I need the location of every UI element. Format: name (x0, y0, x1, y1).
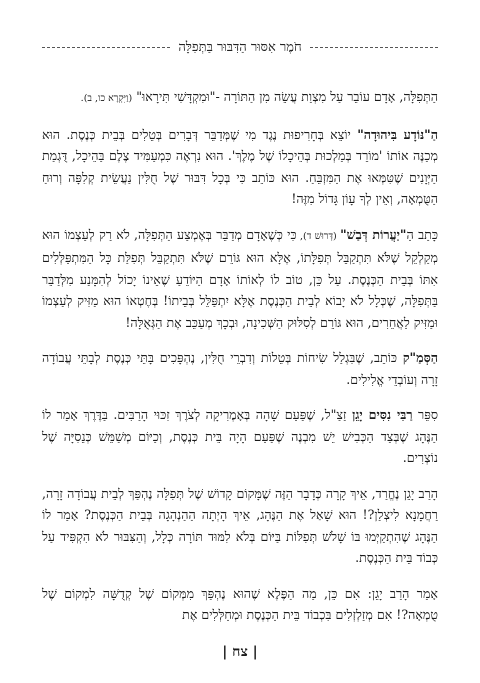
header-rule-right (310, 47, 438, 48)
running-header (42, 36, 438, 58)
paragraph-1 (42, 86, 438, 110)
paragraph-4-author: הַסְּמַ"ק (402, 350, 438, 365)
paragraph-2 (42, 124, 438, 210)
paragraph-5-intro: סִפֵּר (412, 407, 439, 422)
paragraph-5 (42, 404, 438, 469)
paragraph-6 (42, 483, 438, 569)
header-title: חֹמֶר אִסּוּר הַדִּבּוּר בַּתְּפִלָּה (178, 40, 302, 55)
paragraph-3-text: כִּי כְּשֶׁאָדָם מְדַבֵּר בְּאֶמְצַע הַתְּפִלָּה, לֹא רַק לְעַצְמוֹ הוּא מְקַלְקֵל שֶׁלֹּא תִּתְקַבֵּל תְּפִלָּתוֹ, אֶלָּא הוּא גּוֹרֵם שֶׁלֹּא תִּתְקַבֵּל תְּפִלַּת כָּל הַמִּתְפַּלְּלִים אִתּוֹ בְּבֵית הַכְּנֶסֶת. עַל כֵּן, טוֹב לוֹ לְאוֹתוֹ אָדָם הַיּוֹדֵעַ שֶׁאֵינוֹ יָכוֹל לְהִמָּנַע מִלְּדַבֵּר בַּתְּפִלָּה, שֶׁכְּלָל לֹא יָבוֹא לְבֵית הַכְּנֶסֶת אֶלָּא יִתְפַּלֵּל בְּבֵיתוֹ! בְּחֶטְאוֹ הוּא מַזִּיק לְעַצְמוֹ וּמַזִּיק לַאֲחֵרִים, הוּא גּוֹרֵם לְסִלּוּק הַשְּׁכִינָה, וּבְכָךְ מְעַכֵּב אֶת הַגְּאֻלָּה! (42, 226, 438, 330)
paragraph-4-text: כּוֹתֵב, שֶׁבִּגְלַל שִׂיחוֹת בְּטֵלוֹת וְדִבְרֵי חֻלִּין, נֶהְפָּכִים בָּתֵּי כְּנֶסֶת לְבָתֵּי עֲבוֹדָה זָרָה וְעוֹבְדֵי אֱלִילִים. (42, 350, 438, 387)
paragraph-2-text: יוֹצֵא בְּחָרִיפוּת נֶגֶד מִי שֶׁמְּדַבֵּר דְּבָרִים בְּטֵלִים בְּבֵית כְּנֶסֶת. הוּא מְכַנֶּה אוֹתוֹ 'מוֹרֵד בְּמַלְכוּת בְּהֵיכָלוֹ שֶׁל מֶלֶךְ'. הוּא נִרְאֶה כִּמְעַמִּיד צֶלֶם בַּהֵיכָל, דֻּגְמַת הַיְּוָנִים שֶׁטִּמְּאוּ אֶת הַמִּזְבֵּחַ. הוּא כּוֹתֵב כִּי בְּכָל דִּבּוּר שֶׁל חֻלִּין נַעֲשֵׂית קְלִפָּה וְרוּחַ הַטֻּמְאָה, וְאֵין לְךָ עָוֹן גָּדוֹל מִזֶּה! (42, 126, 438, 206)
paragraph-5-text: זַצַ"ל, שֶׁפַּעַם שָׁהָה בְּאָמֶרִיקָה לְצֹרֶךְ זִכּוּי הָרַבִּים. בַּדֶּרֶךְ אָמַר לוֹ הַנֶּהָג שֶׁבְּצַד הַכְּבִישׁ יֵשׁ מִבְנֶה שֶׁפַּעַם הָיָה בֵּית כְּנֶסֶת, וְכַיּוֹם מְשַׁמֵּשׁ כְּנֵסִיָּה שֶׁל נוֹצְרִים. (42, 407, 438, 465)
paragraph-3-source-ref: (דְּרוּשׁ ד), (296, 230, 341, 242)
paragraph-3-book-title: "יַעֲרוֹת דְּבַשׁ" (340, 226, 407, 242)
header-rule-left (42, 47, 170, 48)
page-number: | צח | (222, 644, 258, 660)
paragraph-2-author: הַ"נּוֹדָע בִּיהוּדָה" (357, 126, 438, 142)
paragraph-3-intro: כָּתַב הַ (406, 226, 438, 242)
paragraph-5-rabbi-name: רַבִּי נִסִּים יָגֵן (352, 407, 413, 422)
paragraph-3 (42, 224, 438, 334)
paragraph-1-text: הַתְּפִלָּה, אָדָם עוֹבֵר עַל מִצְוַת עֲשֵׂה מִן הַתּוֹרָה -"וּמִקְדָּשִׁי תִּירָאוּ" (132, 89, 438, 104)
paragraph-1-source-ref: (וַיִּקְרָא כו, ב). (80, 93, 133, 104)
paragraph-7 (42, 583, 438, 626)
paragraph-4 (42, 347, 438, 390)
paragraph-6-text: הָרַב יָגֵן נֶחֱרַד, אֵיךְ קָרָה כְּדָבָר הַזֶּה שֶׁמָּקוֹם קָדוֹשׁ שֶׁל תְּפִלָּה נֶהְפַּךְ לְבֵית עֲבוֹדָה זָרָה, רַחֲמָנָא לִיצְלַן?! הוּא שָׁאַל אֶת הַנֶּהָג, אֵיךְ הָיְתָה הַהַנְהָגָה בְּבֵית הַכְּנֶסֶת? אָמַר לוֹ הַנֶּהָג שֶׁהִתְקַיְּמוּ בּוֹ שָׁלֹשׁ תְּפִלּוֹת בַּיּוֹם בְּלֹא לִמּוּד תּוֹרָה כְּלָל, וְהַצִּבּוּר לֹא הִקְפִּיד עַל כְּבוֹד בֵּית הַכְּנֶסֶת. (42, 485, 438, 565)
paragraph-7-text: אָמַר הָרַב יָגֵן: אִם כֵּן, מַה הַפֶּלֶא שֶׁהוּא נֶהְפַּךְ מִמְּקוֹם שֶׁל קְדֻשָּׁה לִמְקוֹם שֶׁל טֻמְאָה?! אִם מְזַלְזְלִים בִּכְבוֹד בֵּית הַכְּנֶסֶת וּמְחַלְּלִים אֶת (42, 585, 438, 622)
